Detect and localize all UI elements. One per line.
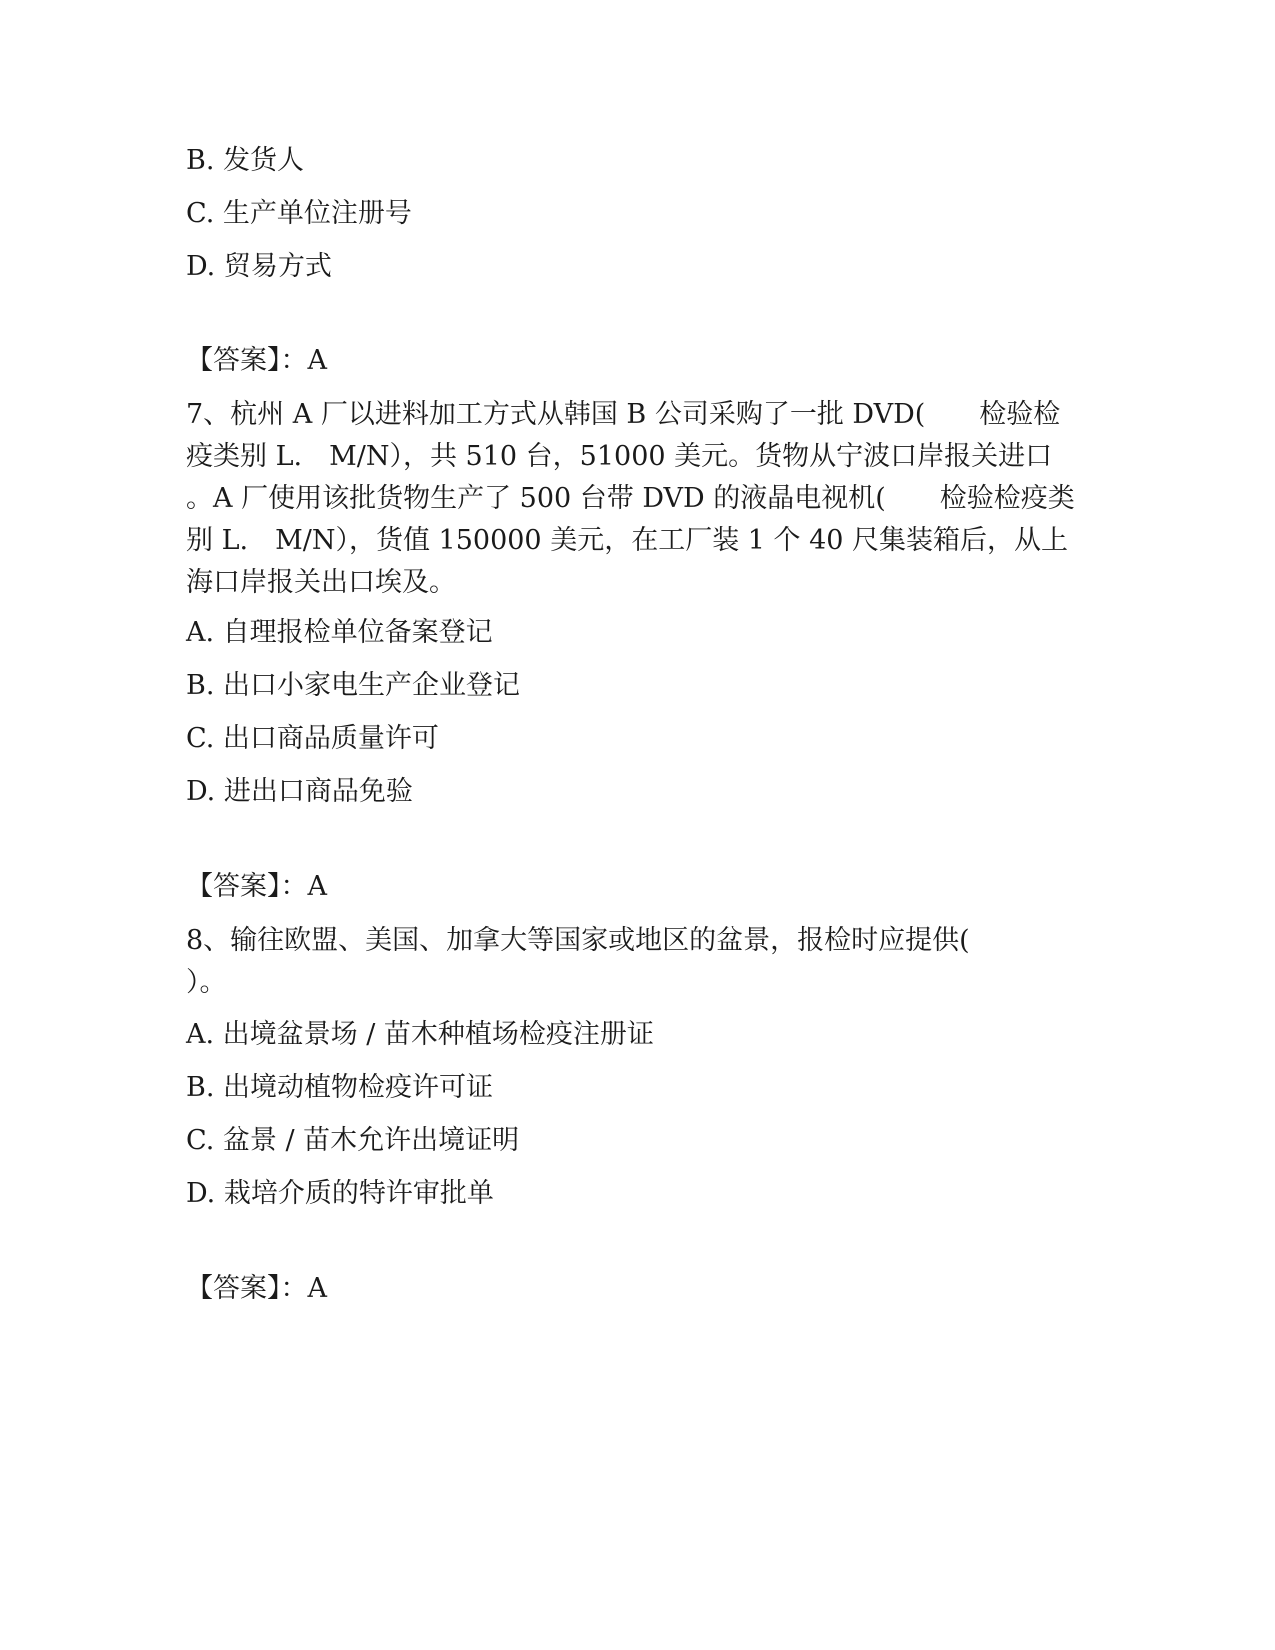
question-8-line-2: ）。 xyxy=(186,967,227,998)
question-7-line-2: 疫类别 L. M/N），共 510 台，51000 美元。货物从宁波口岸报关进口 xyxy=(186,441,1053,472)
question-8-line-1: 8、输往欧盟、美国、加拿大等国家或地区的盆景，报检时应提供( xyxy=(186,925,970,956)
option-a: A. 自理报检单位备案登记 xyxy=(186,617,493,648)
option-d: D. 进出口商品免验 xyxy=(186,776,413,807)
question-7-line-3: 。A 厂使用该批货物生产了 500 台带 DVD 的液晶电视机( 检验检疫类 xyxy=(186,483,1075,514)
answer-label: 【答案】：A xyxy=(186,1273,327,1304)
answer-label: 【答案】：A xyxy=(186,345,327,376)
question-7-line-4: 别 L. M/N），货值 150000 美元，在工厂装 1 个 40 尺集装箱后，从上 xyxy=(186,525,1069,556)
question-7-line-5: 海口岸报关出口埃及。 xyxy=(186,567,456,598)
answer-label: 【答案】：A xyxy=(186,871,327,902)
option-c: C. 出口商品质量许可 xyxy=(186,723,439,754)
option-b: B. 发货人 xyxy=(186,145,305,176)
option-a: A. 出境盆景场 / 苗木种植场检疫注册证 xyxy=(186,1019,654,1050)
option-d: D. 贸易方式 xyxy=(186,251,332,282)
option-b: B. 出口小家电生产企业登记 xyxy=(186,670,521,701)
option-d: D. 栽培介质的特许审批单 xyxy=(186,1178,494,1209)
question-7-line-1: 7、杭州 A 厂以进料加工方式从韩国 B 公司采购了一批 DVD( 检验检 xyxy=(186,399,1061,430)
option-c: C. 生产单位注册号 xyxy=(186,198,412,229)
option-c: C. 盆景 / 苗木允许出境证明 xyxy=(186,1125,520,1156)
option-b: B. 出境动植物检疫许可证 xyxy=(186,1072,494,1103)
